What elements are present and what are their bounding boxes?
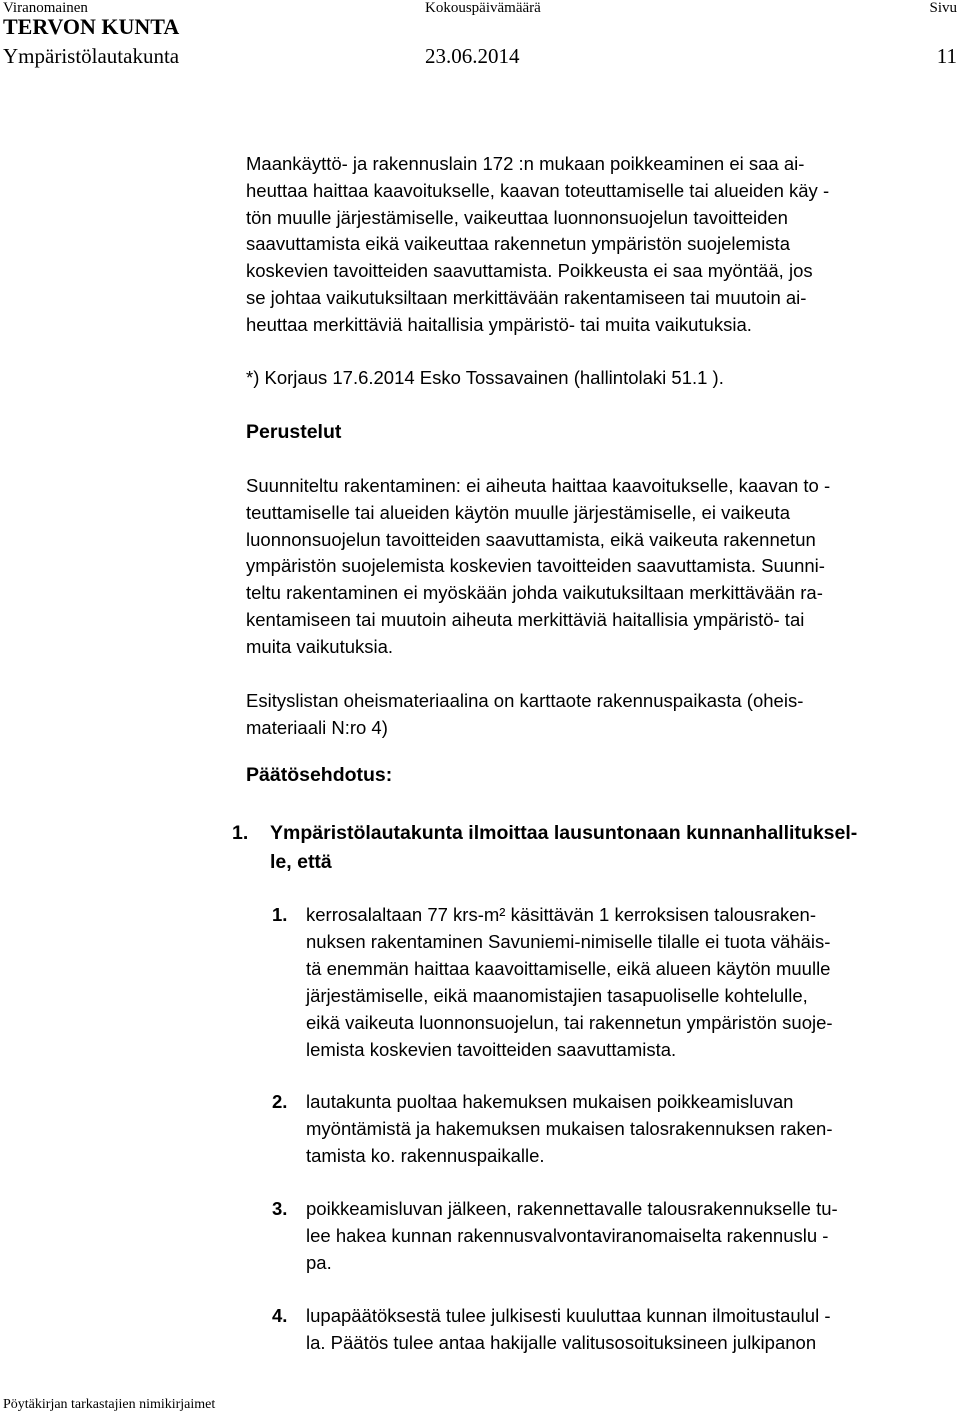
correction-note: *) Korjaus 17.6.2014 Esko Tossavainen (hallintolaki 51.1 ). <box>246 367 724 388</box>
sub-item-number: 4. <box>272 1305 288 1326</box>
sub-item-number: 1. <box>272 904 288 925</box>
committee-name: Ympäristölautakunta <box>3 44 180 68</box>
page-number: 11 <box>936 44 957 68</box>
sub-item-text: lautakunta puoltaa hakemuksen mukaisen poikkeamisluvan myöntämistä ja hakemuksen mukaisen talosrakennuksen raken- tamista ko. rakennuspaikalle. <box>306 1091 833 1166</box>
attachment-paragraph: Esityslistan oheismateriaalina on karttaote rakennuspaikasta (oheis- materiaali N:ro 4) <box>246 690 804 738</box>
sub-item-number: 3. <box>272 1198 288 1219</box>
page-label: Sivu <box>929 0 957 16</box>
sub-item-text: lupapäätöksestä tulee julkisesti kuuluttaa kunnan ilmoitustaulul - la. Päätös tulee antaa hakijalle valitusosoituksineen julkipanon <box>306 1305 831 1353</box>
main-item-text: Ympäristölautakunta ilmoittaa lausuntonaan kunnanhallituksel- le, että <box>270 822 858 873</box>
main-item-number: 1. <box>232 822 249 844</box>
sub-item-number: 2. <box>272 1091 288 1112</box>
authority-label: Viranomainen <box>3 0 88 16</box>
section-heading-perustelut: Perustelut <box>246 421 342 443</box>
intro-paragraph: Maankäyttö- ja rakennuslain 172 :n mukaan poikkeaminen ei saa ai- heuttaa haittaa kaavoitukselle, kaavan toteuttamiselle tai alueiden käy - tön muulle järjestämiselle, vaikeuttaa luonnonsuojelun tavoitteiden saavuttamista eikä vaikeuttaa rakennetun ympäristön suojelemista koskevien tavoitteiden saavuttamista. Poikkeusta ei saa myöntää, jos se johtaa vaikutuksiltaan merkittävään rakentamiseen tai muutoin ai- heuttaa merkittäviä haitallisia ympäristö- tai muita vaikutuksia. <box>246 153 830 335</box>
sub-item-text: kerrosalaltaan 77 krs-m² käsittävän 1 kerroksisen talousraken- nuksen rakentaminen Savuniemi-nimiselle tilalle ei tuota vähäis- tä enemmän haittaa kaavoittamiselle, eikä alueen käytön muulle järjestämiselle, eikä maanomistajien tasapuoliselle kohtelulle, eikä vaikeuta luonnonsuojelun, tai rakennetun ympäristön suoje- lemista koskevien tavoitteiden saavuttamista. <box>306 904 833 1060</box>
sub-item-text: poikkeamisluvan jälkeen, rakennettavalle talousrakennukselle tu- lee hakea kunnan rakennusvalvontaviranomaiselta rakennuslu - pa. <box>306 1198 838 1273</box>
perustelut-paragraph: Suunniteltu rakentaminen: ei aiheuta haittaa kaavoitukselle, kaavan to - teuttamiselle tai alueiden käytön muulle järjestämiselle, ei vaikeuta luonnonsuojelun tavoitteiden saavuttamista, eikä vaikeuta rakennetun ympäristön suojelemista koskevien tavoitteiden saavuttamista. Suunni- teltu rakentaminen ei myöskään johda vaikutuksiltaan merkittävään ra- kentamiseen tai muutoin aiheuta merkittäviä haitallisia ympäristö- tai muita vaikutuksia. <box>246 475 831 657</box>
footer-initials-label: Pöytäkirjan tarkastajien nimikirjaimet <box>3 1397 216 1412</box>
meeting-date: 23.06.2014 <box>425 44 520 68</box>
meeting-date-label: Kokouspäivämäärä <box>425 0 541 16</box>
organization-name: TERVON KUNTA <box>3 14 180 39</box>
section-heading-proposal: Päätösehdotus: <box>246 764 393 786</box>
